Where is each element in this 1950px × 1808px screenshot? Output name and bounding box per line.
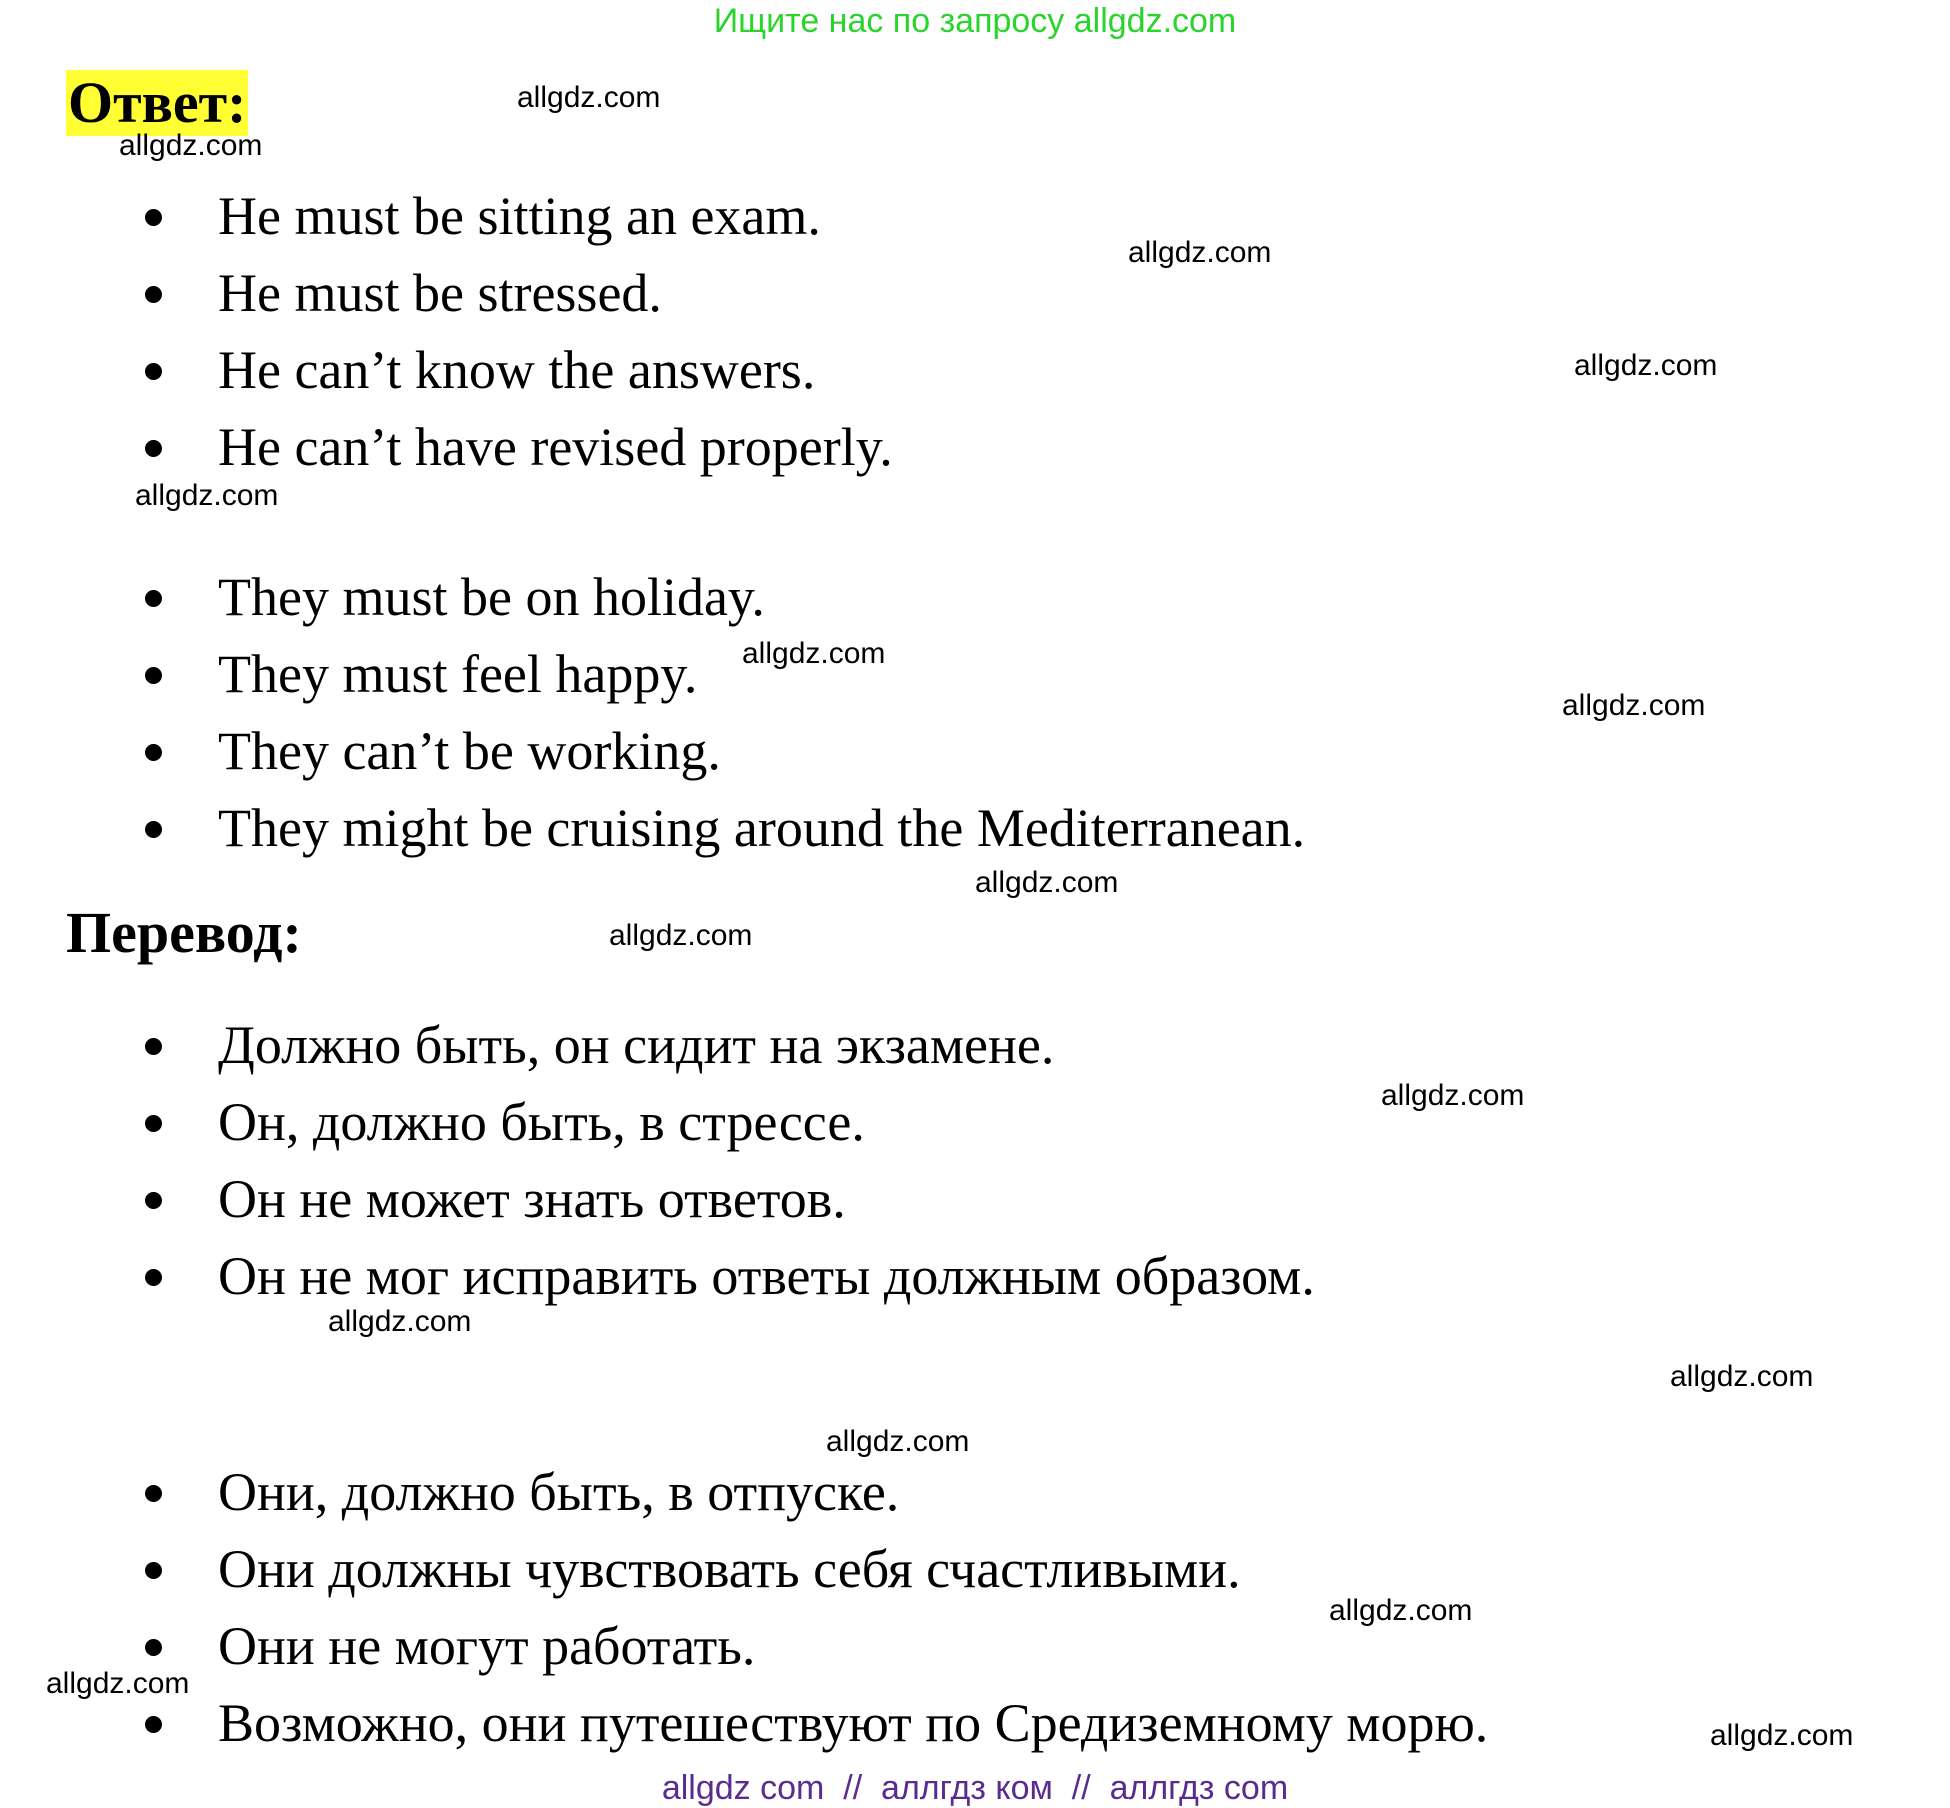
list-item [0, 255, 893, 332]
list-item-text: They must be on holiday. [218, 567, 765, 627]
bullet-icon [145, 1562, 162, 1579]
translation-list-1 [0, 1007, 1315, 1315]
watermark: allgdz.com [1562, 689, 1706, 722]
watermark: allgdz.com [1670, 1360, 1814, 1393]
watermark: allgdz.com [46, 1667, 190, 1700]
list-item-text: They must feel happy. [218, 644, 698, 704]
bullet-icon [145, 744, 162, 761]
bullet-icon [145, 286, 162, 303]
list-item-text: He can’t know the answers. [218, 340, 816, 400]
list-item-text: Возможно, они путешествуют по Средиземному морю. [218, 1693, 1489, 1753]
list-item [0, 409, 893, 486]
list-item [0, 1531, 1488, 1608]
list-item [0, 1454, 1488, 1531]
watermark: allgdz.com [1329, 1594, 1473, 1627]
watermark: allgdz.com [826, 1425, 970, 1458]
list-item [0, 1608, 1488, 1685]
list-item-text: Он не мог исправить ответы должным образом. [218, 1246, 1315, 1306]
list-item-text: They might be cruising around the Mediterranean. [218, 798, 1306, 858]
watermark: allgdz.com [517, 81, 661, 114]
watermark: allgdz.com [135, 479, 279, 512]
translation-list-2 [0, 1454, 1488, 1762]
list-item-text: Он не может знать ответов. [218, 1169, 846, 1229]
list-item [0, 636, 1305, 713]
watermark: allgdz.com [1574, 349, 1718, 382]
translation-heading: Перевод: [66, 900, 302, 965]
list-item-text: He can’t have revised properly. [218, 417, 893, 477]
bullet-icon [145, 363, 162, 380]
bullet-icon [145, 667, 162, 684]
list-item [0, 1007, 1315, 1084]
bullet-icon [145, 1269, 162, 1286]
answer-list-2 [0, 559, 1305, 867]
bullet-icon [145, 1716, 162, 1733]
bullet-icon [145, 1038, 162, 1055]
watermark: allgdz.com [1128, 236, 1272, 269]
watermark: allgdz.com [1381, 1079, 1525, 1112]
bullet-icon [145, 1485, 162, 1502]
answer-heading: Ответ: [68, 70, 247, 135]
list-item [0, 178, 893, 255]
bullet-icon [145, 821, 162, 838]
list-item [0, 332, 893, 409]
bullet-icon [145, 1639, 162, 1656]
footer-banner: allgdz com // аллгдз ком // аллгдз com [661, 1769, 1289, 1807]
list-item-text: Они, должно быть, в отпуске. [218, 1462, 900, 1522]
bullet-icon [145, 590, 162, 607]
watermark: allgdz.com [742, 637, 886, 670]
list-item-text: He must be sitting an exam. [218, 186, 821, 246]
list-item [0, 1685, 1488, 1762]
list-item-text: Он, должно быть, в стрессе. [218, 1092, 865, 1152]
list-item [0, 1084, 1315, 1161]
list-item-text: Они должны чувствовать себя счастливыми. [218, 1539, 1241, 1599]
list-item-text: Должно быть, он сидит на экзамене. [218, 1015, 1055, 1075]
list-item-text: They can’t be working. [218, 721, 721, 781]
bullet-icon [145, 440, 162, 457]
answer-list-1 [0, 178, 893, 486]
list-item [0, 1161, 1315, 1238]
watermark: allgdz.com [609, 919, 753, 952]
list-item [0, 559, 1305, 636]
list-item [0, 790, 1305, 867]
top-banner: Ищите нас по запросу allgdz.com [713, 2, 1237, 40]
list-item-text: Они не могут работать. [218, 1616, 756, 1676]
watermark: allgdz.com [119, 129, 263, 162]
watermark: allgdz.com [975, 866, 1119, 899]
bullet-icon [145, 1192, 162, 1209]
watermark: allgdz.com [328, 1305, 472, 1338]
watermark: allgdz.com [1710, 1719, 1854, 1752]
list-item [0, 1238, 1315, 1315]
bullet-icon [145, 209, 162, 226]
list-item-text: He must be stressed. [218, 263, 662, 323]
bullet-icon [145, 1115, 162, 1132]
list-item [0, 713, 1305, 790]
